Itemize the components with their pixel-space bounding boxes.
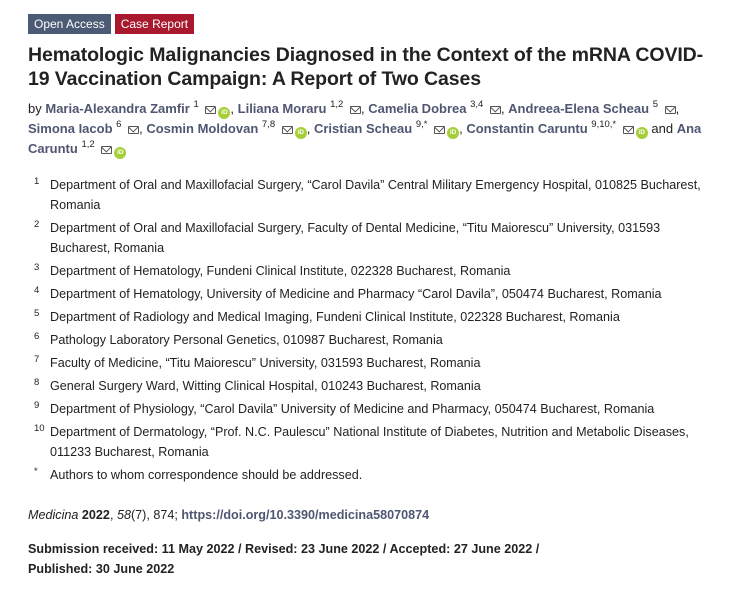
author-affiliation-sup: 1 bbox=[193, 98, 199, 110]
author-affiliation-sup: 3,4 bbox=[470, 98, 484, 110]
affiliation-text: Department of Radiology and Medical Imaging, Fundeni Clinical Institute, 022328 Bucharest, Romania bbox=[50, 310, 620, 324]
email-icon[interactable] bbox=[623, 126, 634, 134]
citation: Medicina 2022, 58(7), 874; https://doi.org/10.3390/medicina58070874 bbox=[28, 508, 430, 522]
affiliation-text: Department of Physiology, “Carol Davila” University of Medicine and Pharmacy, 050474 Bucharest, Romania bbox=[50, 402, 655, 416]
citation-year: 2022 bbox=[81, 508, 110, 522]
badge-row bbox=[28, 14, 717, 34]
affiliation-text: General Surgery Ward, Witting Clinical Hospital, 010243 Bucharest, Romania bbox=[50, 379, 481, 393]
open-access-badge[interactable]: Open Access bbox=[28, 14, 111, 34]
affiliation-number: * bbox=[34, 466, 38, 477]
author-link[interactable]: Camelia Dobrea bbox=[368, 101, 467, 116]
orcid-icon[interactable]: iD bbox=[114, 147, 126, 159]
journal-name: Medicina bbox=[28, 508, 79, 522]
affiliation-item bbox=[34, 175, 717, 215]
publication-dates: Submission received: 11 May 2022 / Revised: 23 June 2022 / Accepted: 27 June 2022 / Published: 30 June 2022 bbox=[28, 542, 540, 576]
affiliation-number: 7 bbox=[34, 354, 40, 365]
orcid-icon[interactable]: iD bbox=[447, 127, 459, 139]
affiliation-text: Department of Hematology, University of Medicine and Pharmacy “Carol Davila”, 050474 Bucharest, Romania bbox=[50, 287, 662, 301]
orcid-icon[interactable]: iD bbox=[295, 127, 307, 139]
author-link[interactable]: Ana Caruntu bbox=[28, 121, 702, 156]
affiliation-number: 5 bbox=[34, 308, 40, 319]
affiliation-item bbox=[34, 353, 717, 373]
orcid-icon[interactable]: iD bbox=[218, 107, 230, 119]
case-report-badge[interactable]: Case Report bbox=[115, 14, 194, 34]
affiliation-text: Department of Oral and Maxillofacial Surgery, Faculty of Dental Medicine, “Titu Maiorescu” University, 031593 Bucharest, Romania bbox=[50, 221, 661, 255]
and-label: and bbox=[651, 121, 674, 136]
email-icon[interactable] bbox=[665, 106, 676, 114]
email-icon[interactable] bbox=[282, 126, 293, 134]
author-link[interactable]: Simona Iacob bbox=[28, 121, 113, 136]
affiliation-item bbox=[34, 330, 717, 350]
author-affiliation-sup: 1,2 bbox=[81, 138, 95, 150]
affiliation-number: 10 bbox=[34, 423, 45, 434]
citation-issue-pages: (7), 874; bbox=[130, 508, 182, 522]
affiliation-text: Faculty of Medicine, “Titu Maiorescu” University, 031593 Bucharest, Romania bbox=[50, 356, 481, 370]
author-link[interactable]: Andreea-Elena Scheau bbox=[508, 101, 650, 116]
author-link[interactable]: Liliana Moraru bbox=[237, 101, 327, 116]
affiliation-item bbox=[34, 261, 717, 281]
affiliation-text: Department of Oral and Maxillofacial Surgery, “Carol Davila” Central Military Emergency Hospital, 010825 Bucharest, Romania bbox=[50, 178, 701, 212]
affiliation-text: Department of Hematology, Fundeni Clinical Institute, 022328 Bucharest, Romania bbox=[50, 264, 511, 278]
affiliation-text: Pathology Laboratory Personal Genetics, 010987 Bucharest, Romania bbox=[50, 333, 443, 347]
affiliation-number: 4 bbox=[34, 285, 40, 296]
affiliation-number: 3 bbox=[34, 262, 40, 273]
email-icon[interactable] bbox=[101, 146, 112, 154]
affiliation-number: 9 bbox=[34, 400, 40, 411]
affiliation-text: Department of Dermatology, “Prof. N.C. Paulescu” National Institute of Diabetes, Nutrition and Metabolic Diseases, 011233 Bucharest, Romania bbox=[50, 425, 689, 459]
affiliation-list bbox=[34, 175, 717, 485]
author-affiliation-sup: 5 bbox=[652, 98, 658, 110]
affiliation-item bbox=[34, 307, 717, 327]
email-icon[interactable] bbox=[128, 126, 139, 134]
orcid-icon[interactable]: iD bbox=[636, 127, 648, 139]
doi-link[interactable]: https://doi.org/10.3390/medicina58070874 bbox=[181, 508, 430, 522]
affiliation-number: 6 bbox=[34, 331, 40, 342]
affiliation-number: 2 bbox=[34, 219, 40, 230]
author-affiliation-sup: 6 bbox=[116, 118, 122, 130]
affiliation-item bbox=[34, 399, 717, 419]
affiliation-item bbox=[34, 218, 717, 258]
by-label: by bbox=[28, 101, 42, 116]
email-icon[interactable] bbox=[434, 126, 445, 134]
author-link[interactable]: Cosmin Moldovan bbox=[146, 121, 259, 136]
affiliation-number: 1 bbox=[34, 176, 40, 187]
author-affiliation-sup: 7,8 bbox=[261, 118, 276, 130]
affiliation-item bbox=[34, 376, 717, 396]
author-link[interactable]: Cristian Scheau bbox=[313, 121, 413, 136]
affiliation-text: Authors to whom correspondence should be addressed. bbox=[50, 468, 363, 482]
citation-volume: 58 bbox=[116, 508, 131, 522]
author-link[interactable]: Maria-Alexandra Zamfir bbox=[45, 101, 190, 116]
affiliation-item bbox=[34, 422, 717, 462]
affiliation-item bbox=[34, 284, 717, 304]
author-list: by Maria-Alexandra Zamfir $^1$ iD , Liliana Moraru $^{1,2}$ , Camelia Dobrea $^{3,4}$ , Andreea-Elena Scheau $^5$ , Simona Iacob $^6$ , Cosmin Moldovan $^{7,8}$ iD , Cristian Scheau $^{9,*}$ iD , Constantin Caruntu $^{9,10,*}$ iD and Ana Caruntu $^{1,2}$ iD bbox=[28, 99, 717, 159]
email-icon[interactable] bbox=[490, 106, 501, 114]
author-affiliation-sup: 9,10,* bbox=[591, 118, 617, 130]
affiliation-number: 8 bbox=[34, 377, 40, 388]
author-affiliation-sup: 1,2 bbox=[330, 98, 344, 110]
correspondence-note bbox=[34, 465, 717, 485]
email-icon[interactable] bbox=[350, 106, 361, 114]
author-affiliation-sup: 9,* bbox=[415, 118, 428, 130]
author-link[interactable]: Constantin Caruntu bbox=[466, 121, 588, 136]
article-title: Hematologic Malignancies Diagnosed in the Context of the mRNA COVID-19 Vaccination Campaign: A Report of Two Cases bbox=[28, 44, 704, 90]
email-icon[interactable] bbox=[205, 106, 216, 114]
